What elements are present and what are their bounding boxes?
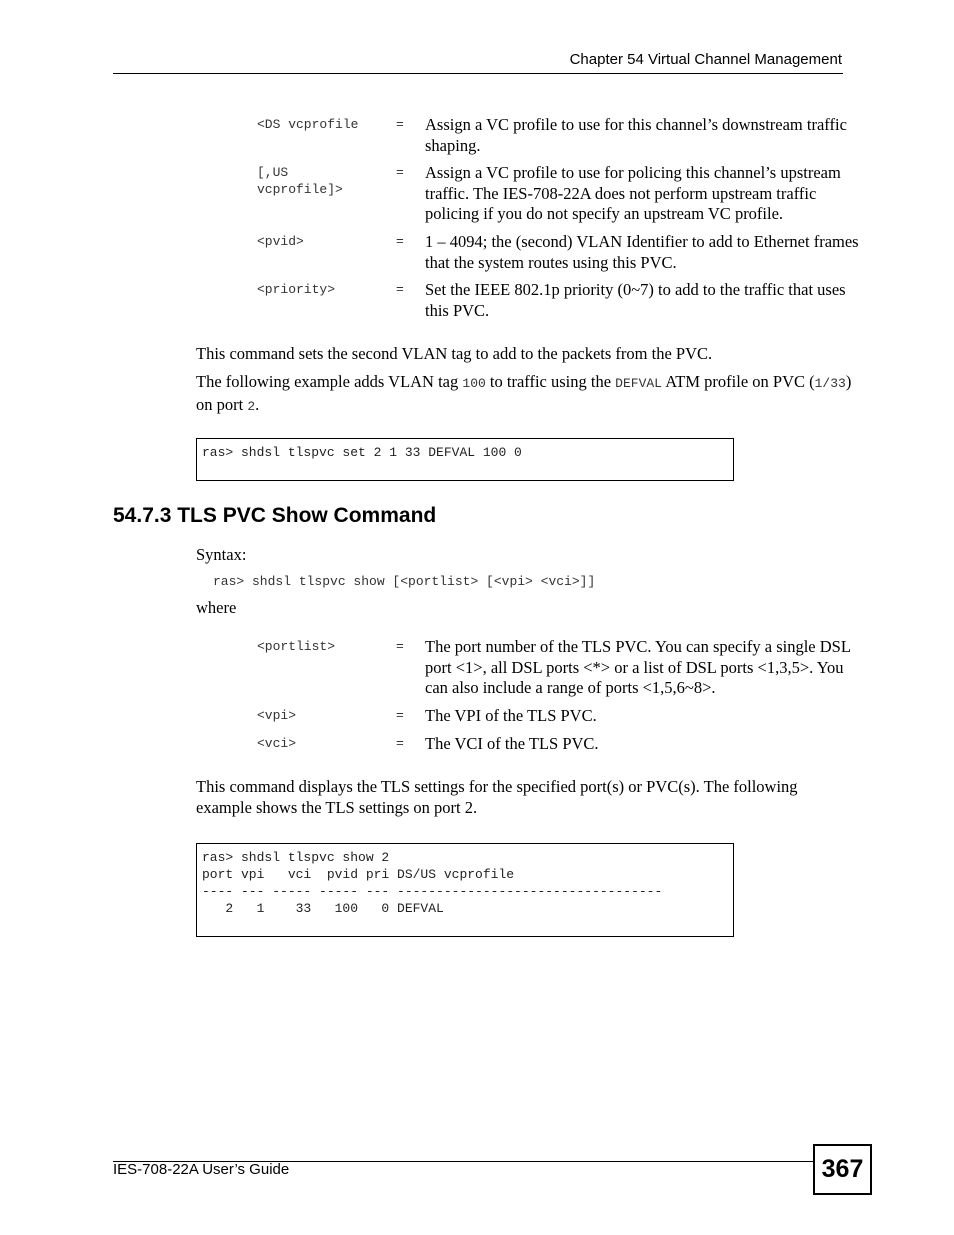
syntax-command: ras> shdsl tlspvc show [<portlist> [<vpi> <vci>]] bbox=[213, 574, 596, 589]
paragraph-text: The following example adds VLAN tag bbox=[196, 372, 463, 391]
code-example-box bbox=[196, 843, 734, 937]
inline-code: 100 bbox=[462, 376, 486, 391]
paragraph-text: ATM profile on PVC ( bbox=[661, 372, 815, 391]
param-description: Assign a VC profile to use for this channel’s downstream traffic shaping. bbox=[425, 115, 847, 155]
param-equals: = bbox=[396, 165, 404, 180]
code-line: ras> shdsl tlspvc show 2 bbox=[202, 850, 390, 865]
where-label: where bbox=[196, 598, 237, 617]
param-equals: = bbox=[396, 639, 404, 654]
param-description: 1 – 4094; the (second) VLAN Identifier to add to Ethernet frames that the system routes using this PVC. bbox=[425, 232, 859, 272]
param-description: The VPI of the TLS PVC. bbox=[425, 706, 597, 725]
param-equals: = bbox=[396, 282, 404, 297]
guide-title: IES-708-22A User’s Guide bbox=[113, 1161, 290, 1178]
paragraph-text: ) on port bbox=[196, 372, 852, 414]
inline-code: 2 bbox=[247, 398, 256, 414]
param-name: vcprofile]> bbox=[257, 182, 343, 197]
section-heading: 54.7.3 TLS PVC Show Command bbox=[113, 504, 437, 527]
body-paragraph: This command sets the second VLAN tag to add to the packets from the PVC. bbox=[196, 344, 713, 363]
code-line: ---- --- ----- ----- --- ---------------------------------- bbox=[202, 884, 663, 899]
body-paragraph bbox=[196, 372, 866, 417]
code-line: port vpi vci pvid pri DS/US vcprofile bbox=[202, 867, 515, 882]
param-equals: = bbox=[396, 117, 404, 132]
paragraph-text: . bbox=[255, 394, 260, 414]
inline-code: 1/33 bbox=[814, 376, 846, 391]
param-name: <portlist> bbox=[257, 639, 336, 654]
paragraph-text: to traffic using the bbox=[485, 372, 616, 391]
param-equals: = bbox=[396, 234, 404, 249]
chapter-title: Chapter 54 Virtual Channel Management bbox=[569, 51, 842, 68]
param-name: <pvid> bbox=[257, 234, 304, 249]
param-name: <vpi> bbox=[257, 708, 297, 723]
param-description: Assign a VC profile to use for policing this channel’s upstream traffic. The IES-708-22A does not perform upstream traffic policing if you do not specify an upstream VC profile. bbox=[425, 163, 841, 223]
param-name: <vci> bbox=[257, 736, 297, 751]
param-description: Set the IEEE 802.1p priority (0~7) to add to the traffic that uses this PVC. bbox=[425, 280, 846, 320]
body-paragraph: This command displays the TLS settings for the specified port(s) or PVC(s). The following example shows the TLS settings on port 2. bbox=[196, 777, 798, 817]
param-equals: = bbox=[396, 708, 404, 723]
param-equals: = bbox=[396, 736, 404, 751]
param-description: The port number of the TLS PVC. You can specify a single DSL port <1>, all DSL ports <*> or a list of DSL ports <1,3,5>. You can also include a range of ports <1,5,6~8>. bbox=[425, 637, 851, 697]
code-line: 2 1 33 100 0 DEFVAL bbox=[202, 901, 444, 916]
code-example: ras> shdsl tlspvc set 2 1 33 DEFVAL 100 0 bbox=[202, 445, 522, 460]
syntax-label: Syntax: bbox=[196, 545, 247, 564]
page-number: 367 bbox=[813, 1144, 872, 1195]
header-divider bbox=[113, 73, 843, 74]
param-name: <priority> bbox=[257, 282, 336, 297]
param-name: <DS vcprofile bbox=[257, 117, 359, 132]
param-name: [,US bbox=[257, 165, 289, 180]
code-example-box bbox=[196, 438, 734, 481]
param-description: The VCI of the TLS PVC. bbox=[425, 734, 599, 753]
inline-code: DEFVAL bbox=[615, 376, 662, 391]
